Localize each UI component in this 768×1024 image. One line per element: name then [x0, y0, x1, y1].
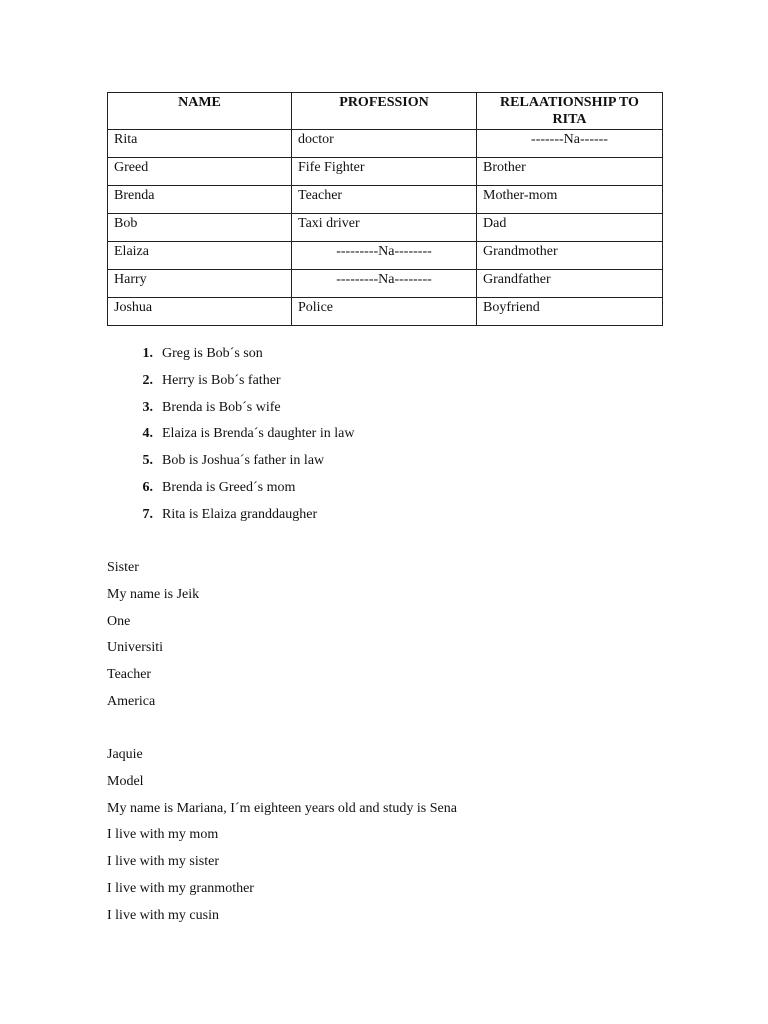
text-line: I live with my granmother — [107, 880, 254, 896]
cell-name: Bob — [108, 214, 292, 242]
cell-name: Elaiza — [108, 242, 292, 270]
text-line: I live with my cusin — [107, 907, 219, 923]
cell-profession: doctor — [292, 130, 477, 158]
text-line: Model — [107, 773, 144, 789]
list-number: 5. — [142, 453, 153, 469]
text-line: Sister — [107, 560, 139, 575]
table-row — [108, 130, 663, 158]
list-item — [107, 397, 667, 424]
cell-profession: Police — [292, 298, 477, 326]
text-line: Teacher — [107, 667, 152, 683]
list-number: 1. — [142, 346, 153, 361]
list-number: 6. — [142, 479, 153, 495]
relationships-table — [107, 92, 663, 326]
text-line: America — [107, 693, 156, 709]
cell-profession: ---------Na-------- — [292, 242, 477, 270]
table-row — [108, 214, 663, 242]
text-block-jeik — [107, 557, 199, 718]
cell-profession: Fife Fighter — [292, 158, 477, 186]
list-item — [107, 477, 667, 504]
text-line: One — [107, 613, 131, 629]
cell-name: Brenda — [108, 186, 292, 214]
text-line: I live with my mom — [107, 827, 219, 843]
list-text: Elaiza is Brenda´s daughter in law — [162, 426, 355, 442]
cell-profession: ---------Na-------- — [292, 270, 477, 298]
list-text: Brenda is Bob´s wife — [162, 399, 281, 415]
cell-name: Greed — [108, 158, 292, 186]
cell-relationship: Grandmother — [477, 242, 663, 270]
header-relationship: RELAATIONSHIP TO RITA — [477, 93, 663, 130]
text-line: My name is Jeik — [107, 586, 200, 602]
text-line: My name is Mariana, I´m eighteen years old and study is Sena — [107, 800, 457, 816]
cell-relationship: Grandfather — [477, 270, 663, 298]
list-number: 7. — [142, 506, 153, 522]
cell-name: Rita — [108, 130, 292, 158]
list-item — [107, 370, 667, 397]
header-profession: PROFESSION — [292, 93, 477, 130]
text-line: Jaquie — [107, 747, 143, 762]
list-item — [107, 423, 667, 450]
table-row — [108, 158, 663, 186]
table-row — [108, 270, 663, 298]
list-text: Greg is Bob´s son — [162, 346, 263, 361]
text-line: Universiti — [107, 640, 163, 656]
list-item — [107, 504, 667, 531]
list-number: 3. — [142, 399, 153, 415]
cell-profession: Teacher — [292, 186, 477, 214]
cell-profession: Taxi driver — [292, 214, 477, 242]
cell-relationship: Mother-mom — [477, 186, 663, 214]
text-line: I live with my sister — [107, 854, 219, 870]
list-text: Herry is Bob´s father — [162, 372, 281, 388]
cell-name: Joshua — [108, 298, 292, 326]
cell-relationship: Brother — [477, 158, 663, 186]
list-number: 4. — [142, 426, 153, 442]
cell-relationship: Boyfriend — [477, 298, 663, 326]
table-row — [108, 186, 663, 214]
header-name: NAME — [108, 93, 292, 130]
table-header-row — [108, 93, 663, 130]
cell-relationship: -------Na------ — [477, 130, 663, 158]
list-number: 2. — [142, 372, 153, 388]
list-text: Rita is Elaiza granddaugher — [162, 506, 318, 522]
list-text: Bob is Joshua´s father in law — [162, 453, 325, 469]
facts-list — [107, 343, 667, 531]
table-row — [108, 242, 663, 270]
list-text: Brenda is Greed´s mom — [162, 479, 296, 495]
table-row — [108, 298, 663, 326]
text-block-mariana — [107, 744, 457, 932]
list-item — [107, 343, 667, 370]
list-item — [107, 450, 667, 477]
cell-name: Harry — [108, 270, 292, 298]
cell-relationship: Dad — [477, 214, 663, 242]
